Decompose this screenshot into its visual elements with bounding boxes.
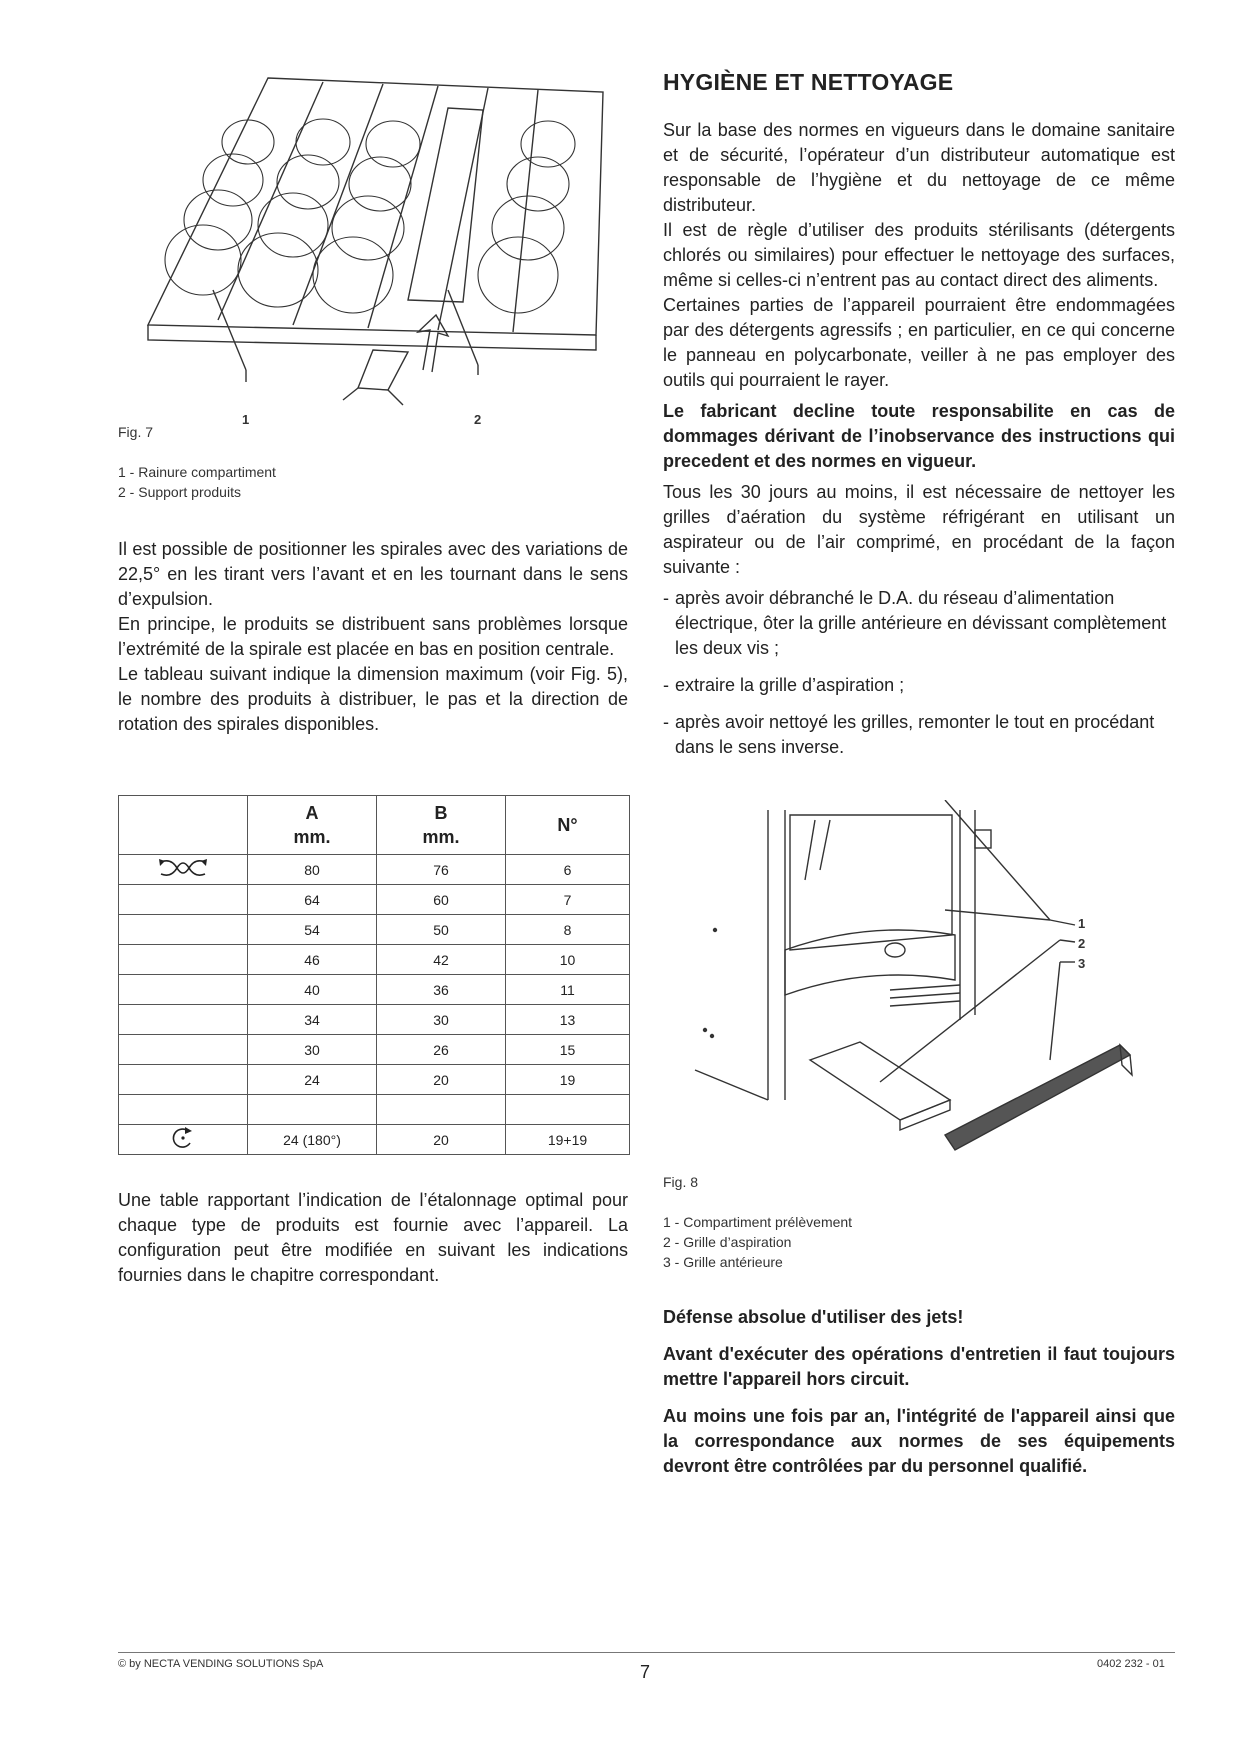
left-paragraph-1: Il est possible de positionner les spirales avec des variations de 22,5° en les tirant vers l’avant et en les tournant dans le sens d’expulsion. (118, 539, 628, 609)
cell-n: 7 (506, 885, 630, 915)
fig8-callout-2: 2 (1078, 936, 1086, 951)
right-paragraph-4: Tous les 30 jours au moins, il est nécessaire de nettoyer les grilles d’aération du système réfrigérant en utilisant un aspirateur ou de l’air comprimé, en procédant de la façon suivante : (663, 482, 1175, 577)
cell-b: 42 (377, 945, 506, 975)
cell-n: 8 (506, 915, 630, 945)
fig8-label: Fig. 8 (663, 1174, 699, 1190)
warning-power-off: Avant d'exécuter des opérations d'entretien il faut toujours mettre l'appareil hors circuit. (663, 1344, 1175, 1389)
cell-a: 46 (248, 945, 377, 975)
header-a-letter: A (305, 803, 319, 823)
table-header-row (119, 796, 630, 855)
table-row (119, 915, 630, 945)
cell-n: 19+19 (506, 1125, 630, 1155)
cell-n: 10 (506, 945, 630, 975)
cell-n: 19 (506, 1065, 630, 1095)
cell-b: 60 (377, 885, 506, 915)
cell-n: 13 (506, 1005, 630, 1035)
cell-b: 20 (377, 1125, 506, 1155)
table-row-empty (119, 1095, 630, 1125)
cell-n: 15 (506, 1035, 630, 1065)
cell-a: 80 (248, 855, 377, 885)
spiral-tray-drawing (118, 70, 618, 430)
header-b-letter: B (434, 803, 448, 823)
cell-b: 26 (377, 1035, 506, 1065)
table-row (119, 945, 630, 975)
left-paragraph-3: Le tableau suivant indique la dimension maximum (voir Fig. 5), le nombre des produits à distribuer, le pas et la direction de rotation des spirales disponibles. (118, 664, 628, 734)
left-bottom-paragraph: Une table rapportant l’indication de l’étalonnage optimal pour chaque type de produits est fournie avec l’appareil. La configuration peut être modifiée en suivant les indications fournies dans le chapitre correspondant. (118, 1190, 628, 1285)
table-header-a (248, 796, 377, 855)
table-row (119, 1035, 630, 1065)
table-row (119, 975, 630, 1005)
table-row (119, 1005, 630, 1035)
spiral-table (118, 795, 630, 1155)
cell-a: 24 (180°) (248, 1125, 377, 1155)
cell-n: 11 (506, 975, 630, 1005)
cell-a: 64 (248, 885, 377, 915)
cell-a: 24 (248, 1065, 377, 1095)
table-row (119, 885, 630, 915)
fig8-legend-1: 1 - Compartiment prélèvement (663, 1214, 853, 1230)
fig8-callout-3: 3 (1078, 956, 1086, 971)
section-heading: HYGIÈNE ET NETTOYAGE (663, 69, 954, 95)
fig7-illustration (118, 70, 618, 430)
cell-a: 30 (248, 1035, 377, 1065)
right-paragraph-1: Sur la base des normes en vigueurs dans le domaine sanitaire et de sécurité, l’opérateur d’un distributeur automatique est responsable de l’hygiène et du nettoyage de ce même distributeur. (663, 120, 1175, 215)
spiral-table-wrapper (118, 795, 630, 1155)
fig8-legend-2: 2 - Grille d’aspiration (663, 1234, 792, 1250)
footer-copyright: © by NECTA VENDING SOLUTIONS SpA (118, 1658, 324, 1670)
step-item-3: - après avoir nettoyé les grilles, remonter le tout en procédant dans le sens inverse. (663, 712, 1155, 757)
table-row (119, 1125, 630, 1155)
right-paragraph-3: Certaines parties de l’appareil pourraient être endommagées par des détergents agressifs ; en particulier, en ce qui concerne le panneau en polycarbonate, veiller à ne pas employer des outils qui pourraient le rayer. (663, 295, 1175, 390)
right-paragraph-2: Il est de règle d’utiliser des produits stérilisants (détergents chlorés ou similaires) pour effectuer le nettoyage des surfaces, même si celles-ci n’entrent pas au contact direct des aliments. (663, 220, 1175, 290)
table-header-b (377, 796, 506, 855)
table-header-n: N° (506, 796, 630, 855)
cell-a: 54 (248, 915, 377, 945)
cell-n: 6 (506, 855, 630, 885)
fig8-legend-3: 3 - Grille antérieure (663, 1254, 783, 1270)
cell-b: 50 (377, 915, 506, 945)
fig7-legend-2: 2 - Support produits (118, 484, 241, 500)
fig7-label: Fig. 7 (118, 424, 154, 440)
step-item-1: - après avoir débranché le D.A. du réseau d’alimentation électrique, ôter la grille antérieure en dévissant complètement les deux vis ; (663, 588, 1167, 658)
right-text-block (663, 69, 1175, 760)
cell-a: 34 (248, 1005, 377, 1035)
header-a-unit: mm. (293, 827, 331, 847)
table-row (119, 1065, 630, 1095)
fig7-callout-2: 2 (474, 412, 482, 427)
warning-annual-check: Au moins une fois par an, l'intégrité de l'appareil ainsi que la correspondance aux normes de ses équipements devront être contrôlées par du personnel qualifié. (663, 1406, 1175, 1476)
cell-a (248, 1095, 377, 1125)
footer-divider (118, 1652, 1175, 1653)
warning-paragraph: Le fabricant decline toute responsabilite en cas de dommages dérivant de l’inobservance des instructions qui precedent et des normes en vigueur. (663, 401, 1175, 471)
cell-a: 40 (248, 975, 377, 1005)
left-bottom-text (118, 1188, 628, 1288)
cell-b: 76 (377, 855, 506, 885)
page-number: 7 (640, 1662, 651, 1682)
table-header-icon (119, 796, 248, 855)
fig7-legend-1: 1 - Rainure compartiment (118, 464, 276, 480)
step-item-2: - extraire la grille d’aspiration ; (663, 675, 905, 695)
cell-b: 36 (377, 975, 506, 1005)
right-bottom-block (663, 1305, 1175, 1479)
double-spiral-icon (119, 855, 248, 885)
cell-b: 30 (377, 1005, 506, 1035)
fig8-illustration (690, 800, 1170, 1180)
table-row (119, 855, 630, 885)
footer-doc-code: 0402 232 - 01 (1097, 1658, 1165, 1670)
cell-b (377, 1095, 506, 1125)
header-b-unit: mm. (422, 827, 460, 847)
cell-b: 20 (377, 1065, 506, 1095)
cell-n (506, 1095, 630, 1125)
vending-machine-grille-drawing (690, 800, 1170, 1180)
rotation-icon (119, 1125, 248, 1155)
left-text-block (118, 537, 628, 737)
fig7-callout-1: 1 (242, 412, 250, 427)
warning-no-jets: Défense absolue d'utiliser des jets! (663, 1307, 964, 1327)
left-paragraph-2: En principe, le produits se distribuent sans problèmes lorsque l’extrémité de la spirale est placée en bas en position centrale. (118, 614, 628, 659)
fig8-callout-1: 1 (1078, 916, 1086, 931)
